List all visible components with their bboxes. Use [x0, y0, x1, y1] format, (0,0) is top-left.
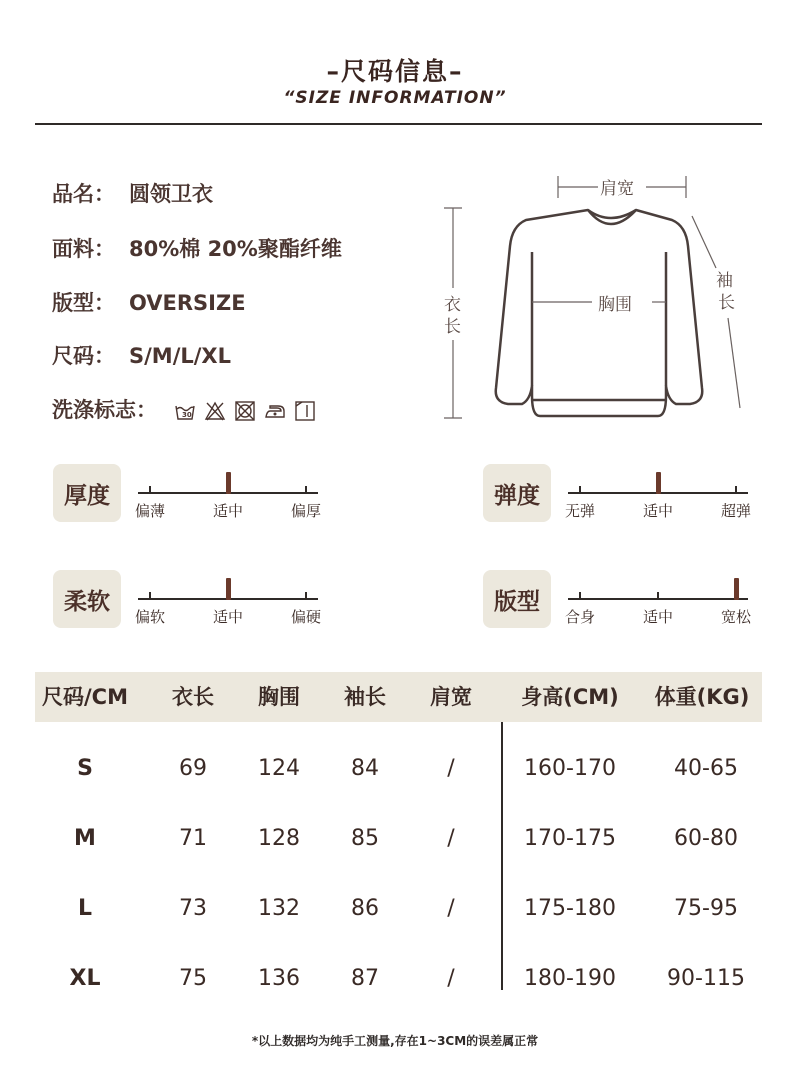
- softness-scale: [134, 570, 322, 626]
- thickness-scale: [134, 464, 322, 520]
- table-cell: 75-95: [674, 896, 738, 921]
- no-bleach-icon: [204, 400, 226, 422]
- table-cell: 175-180: [524, 896, 616, 921]
- info-material-row: [52, 233, 342, 263]
- sweater-diagram: [440, 168, 760, 438]
- table-cell: L: [77, 896, 93, 921]
- iron-icon: [264, 400, 286, 422]
- wash-icons: [174, 400, 316, 422]
- table-cell: S: [77, 756, 93, 781]
- info-fit-label: 版型：: [52, 291, 115, 315]
- th-weight: 体重(KG): [654, 685, 750, 709]
- info-wash-label: 洗涤标志：: [52, 398, 157, 422]
- dry-flat-icon: [294, 400, 316, 422]
- info-fit-value: OVERSIZE: [129, 291, 246, 315]
- page-title: –尺码信息–: [326, 57, 464, 86]
- table-cell: 71: [179, 826, 207, 851]
- table-cell: 90-115: [667, 966, 745, 991]
- info-material-value: 80%棉 20%聚酯纤维: [129, 237, 342, 261]
- scale-tick-label: 偏厚: [290, 502, 322, 520]
- thickness-badge: 厚度: [53, 464, 121, 522]
- scale-marker: [734, 578, 739, 600]
- scale-tick-label: 适中: [642, 608, 674, 626]
- diagram-sleeve-label-2: 长: [718, 293, 735, 313]
- table-cell: /: [447, 826, 455, 851]
- fit-badge: 版型: [483, 570, 551, 628]
- svg-text:30: 30: [182, 411, 193, 419]
- th-length: 衣长: [172, 685, 214, 709]
- no-tumble-dry-icon: [234, 400, 256, 422]
- scale-tick-label: 宽松: [720, 608, 752, 626]
- table-cell: 85: [351, 826, 379, 851]
- table-cell: /: [447, 966, 455, 991]
- table-cell: 128: [258, 826, 300, 851]
- table-cell: /: [447, 896, 455, 921]
- table-cell: 136: [258, 966, 300, 991]
- fit-scale: [564, 570, 752, 626]
- elasticity-scale: [564, 464, 752, 520]
- diagram-length-label-1: 衣: [444, 295, 461, 315]
- table-cell: 170-175: [524, 826, 616, 851]
- table-cell: 86: [351, 896, 379, 921]
- table-cell: M: [74, 826, 96, 851]
- table-cell: XL: [69, 966, 101, 991]
- size-table-header: [35, 672, 762, 722]
- scale-tick: [579, 592, 581, 600]
- scale-marker: [656, 472, 661, 494]
- table-cell: 180-190: [524, 966, 616, 991]
- scale-tick: [305, 592, 307, 600]
- info-wash-row: [52, 394, 316, 424]
- th-size: 尺码/CM: [42, 685, 128, 709]
- info-size-label: 尺码：: [52, 344, 115, 368]
- scale-tick-label: 适中: [642, 502, 674, 520]
- scale-tick: [579, 486, 581, 494]
- table-cell: 60-80: [674, 826, 738, 851]
- scale-marker: [226, 472, 231, 494]
- diagram-length-label-2: 长: [444, 317, 461, 337]
- elasticity-badge: 弹度: [483, 464, 551, 522]
- diagram-chest-label: 胸围: [598, 295, 632, 315]
- th-sleeve: 袖长: [344, 685, 386, 709]
- th-chest: 胸围: [258, 685, 300, 709]
- scale-tick: [149, 592, 151, 600]
- table-cell: 69: [179, 756, 207, 781]
- table-cell: 160-170: [524, 756, 616, 781]
- page-subtitle: “SIZE INFORMATION”: [283, 88, 507, 108]
- info-material-label: 面料：: [52, 237, 115, 261]
- scale-tick-label: 适中: [212, 608, 244, 626]
- table-cell: 75: [179, 966, 207, 991]
- table-cell: /: [447, 756, 455, 781]
- info-size-row: [52, 340, 231, 370]
- table-cell: 40-65: [674, 756, 738, 781]
- diagram-sleeve-label-1: 袖: [716, 271, 733, 291]
- info-fit-row: [52, 287, 246, 317]
- scale-tick-label: 超弹: [720, 502, 752, 520]
- scale-tick: [735, 486, 737, 494]
- scale-tick-label: 适中: [212, 502, 244, 520]
- info-name-label: 品名：: [52, 182, 115, 206]
- header-divider: [35, 123, 762, 125]
- scale-tick: [657, 592, 659, 600]
- softness-badge: 柔软: [53, 570, 121, 628]
- info-size-value: S/M/L/XL: [129, 344, 231, 368]
- wash-tub-icon: [174, 400, 196, 422]
- table-cell: 84: [351, 756, 379, 781]
- scale-tick-label: 偏软: [134, 608, 166, 626]
- diagram-shoulder-label: 肩宽: [600, 179, 634, 199]
- scale-tick-label: 无弹: [564, 502, 596, 520]
- scale-marker: [226, 578, 231, 600]
- scale-tick-label: 偏薄: [134, 502, 166, 520]
- info-name-row: [52, 178, 213, 208]
- measurement-note: *以上数据均为纯手工测量,存在1~3CM的误差属正常: [251, 1034, 539, 1048]
- table-cell: 87: [351, 966, 379, 991]
- table-cell: 73: [179, 896, 207, 921]
- scale-tick-label: 偏硬: [290, 608, 322, 626]
- table-cell: 124: [258, 756, 300, 781]
- scale-tick: [305, 486, 307, 494]
- scale-tick: [149, 486, 151, 494]
- th-height: 身高(CM): [521, 685, 619, 709]
- scale-tick-label: 合身: [564, 608, 596, 626]
- info-name-value: 圆领卫衣: [129, 182, 213, 206]
- table-cell: 132: [258, 896, 300, 921]
- th-shoulder: 肩宽: [430, 685, 472, 709]
